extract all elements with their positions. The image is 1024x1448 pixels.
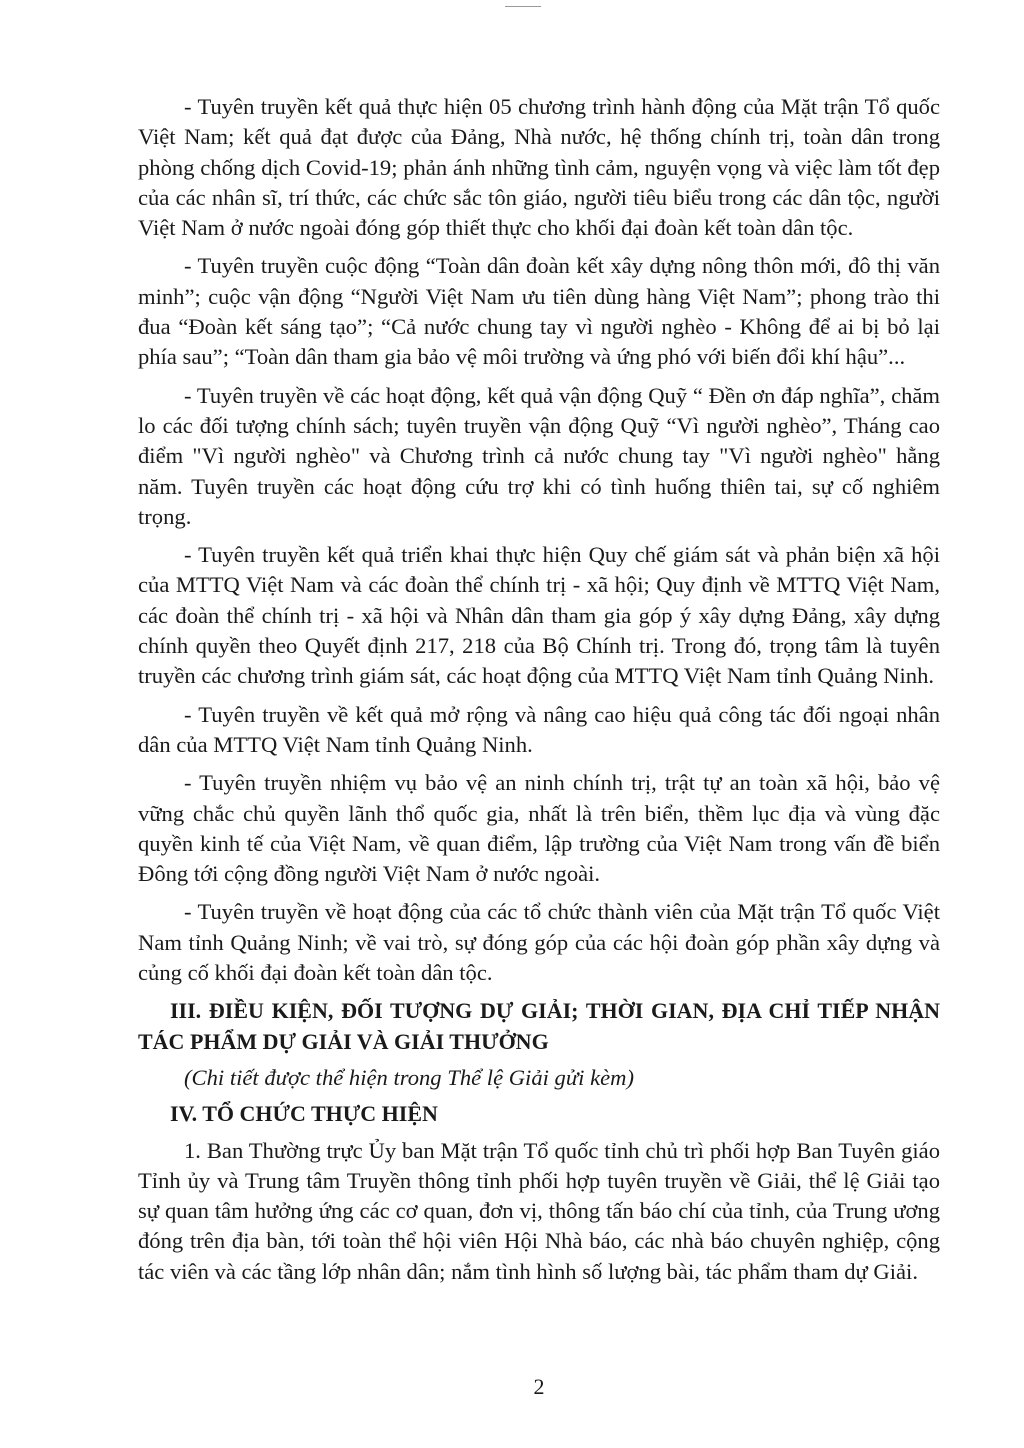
paragraph-campaigns: - Tuyên truyền cuộc động “Toàn dân đoàn kết xây dựng nông thôn mới, đô thị văn minh”; cuộc vận động “Người Việt Nam ưu tiên dùng hàng Việt Nam”; phong trào thi đua “Đoàn kết sáng tạo”; “Cả nước chung tay vì người nghèo - Không để ai bị bỏ lại phía sau”; “Toàn dân tham gia bảo vệ môi trường và ứng phó với biến đổi khí hậu”... — [138, 253, 940, 370]
section-heading-implementation: IV. TỔ CHỨC THỰC HIỆN — [170, 1101, 438, 1127]
paragraph-sovereignty: - Tuyên truyền nhiệm vụ bảo vệ an ninh chính trị, trật tự an toàn xã hội, bảo vệ vững chắc chủ quyền lãnh thổ quốc gia, nhất là trên biển, thềm lục địa và vùng đặc quyền kinh tế của Việt Nam, về quan điểm, lập trường của Việt Nam trong vấn đề biển Đông tới cộng đồng người Việt Nam ở nước ngoài. — [138, 770, 940, 887]
paragraph-covid: - Tuyên truyền kết quả thực hiện 05 chương trình hành động của Mặt trận Tổ quốc Việt Nam; kết quả đạt được của Đảng, Nhà nước, hệ thống chính trị, toàn dân trong phòng chống dịch Covid-19; phản ánh những tình cảm, nguyện vọng và việc làm tốt đẹp của các nhân sĩ, trí thức, các chức sắc tôn giáo, người tiêu biểu trong các dân tộc, người Việt Nam ở nước ngoài đóng góp thiết thực cho khối đại đoàn kết toàn dân tộc. — [138, 94, 940, 241]
paragraph-implementation-1: 1. Ban Thường trực Ủy ban Mặt trận Tổ quốc tỉnh chủ trì phối hợp Ban Tuyên giáo Tỉnh ủy và Trung tâm Truyền thông tỉnh phối hợp tuyên truyền về Giải, thể lệ Giải tạo sự quan tâm hưởng ứng các cơ quan, đơn vị, thông tấn báo chí của tỉnh, của Trung ương đóng trên địa bàn, tới toàn thể hội viên Hội Nhà báo, các nhà báo chuyên nghiệp, cộng tác viên và các tầng lớp nhân dân; nắm tình hình số lượng bài, tác phẩm tham dự Giải. — [138, 1137, 940, 1284]
page-number: 2 — [533, 1374, 545, 1399]
document-body — [138, 92, 940, 1295]
paragraph-funds: - Tuyên truyền về các hoạt động, kết quả vận động Quỹ “ Đền ơn đáp nghĩa”, chăm lo các đối tượng chính sách; tuyên truyền vận động Quỹ “Vì người nghèo”, Tháng cao điểm "Vì người nghèo" và Chương trình cả nước chung tay "Vì người nghèo" hằng năm. Tuyên truyền các hoạt động cứu trợ khi có tình huống thiên tai, sự cố nghiêm trọng. — [138, 382, 940, 529]
section-heading-conditions: III. ĐIỀU KIỆN, ĐỐI TƯỢNG DỰ GIẢI; THỜI GIAN, ĐỊA CHỈ TIẾP NHẬN TÁC PHẨM DỰ GIẢI VÀ GIẢI THƯỞNG — [138, 998, 940, 1054]
section-note-rules: (Chi tiết được thể hiện trong Thể lệ Giải gửi kèm) — [184, 1064, 634, 1090]
paragraph-member-organizations: - Tuyên truyền về hoạt động của các tổ chức thành viên của Mặt trận Tổ quốc Việt Nam tỉnh Quảng Ninh; về vai trò, sự đóng góp của các hội đoàn góp phần xây dựng và củng cố khối đại đoàn kết toàn dân tộc. — [138, 899, 940, 986]
paragraph-supervision: - Tuyên truyền kết quả triển khai thực hiện Quy chế giám sát và phản biện xã hội của MTTQ Việt Nam và các đoàn thể chính trị - xã hội; Quy định về MTTQ Việt Nam, các đoàn thể chính trị - xã hội và Nhân dân tham gia góp ý xây dựng Đảng, xây dựng chính quyền theo Quyết định 217, 218 của Bộ Chính trị. Trong đó, trọng tâm là tuyên truyền các chương trình giám sát, các hoạt động của MTTQ Việt Nam tỉnh Quảng Ninh. — [138, 542, 940, 689]
scan-edge-mark — [505, 6, 541, 7]
paragraph-foreign-affairs: - Tuyên truyền về kết quả mở rộng và nâng cao hiệu quả công tác đối ngoại nhân dân của MTTQ Việt Nam tỉnh Quảng Ninh. — [138, 701, 940, 757]
